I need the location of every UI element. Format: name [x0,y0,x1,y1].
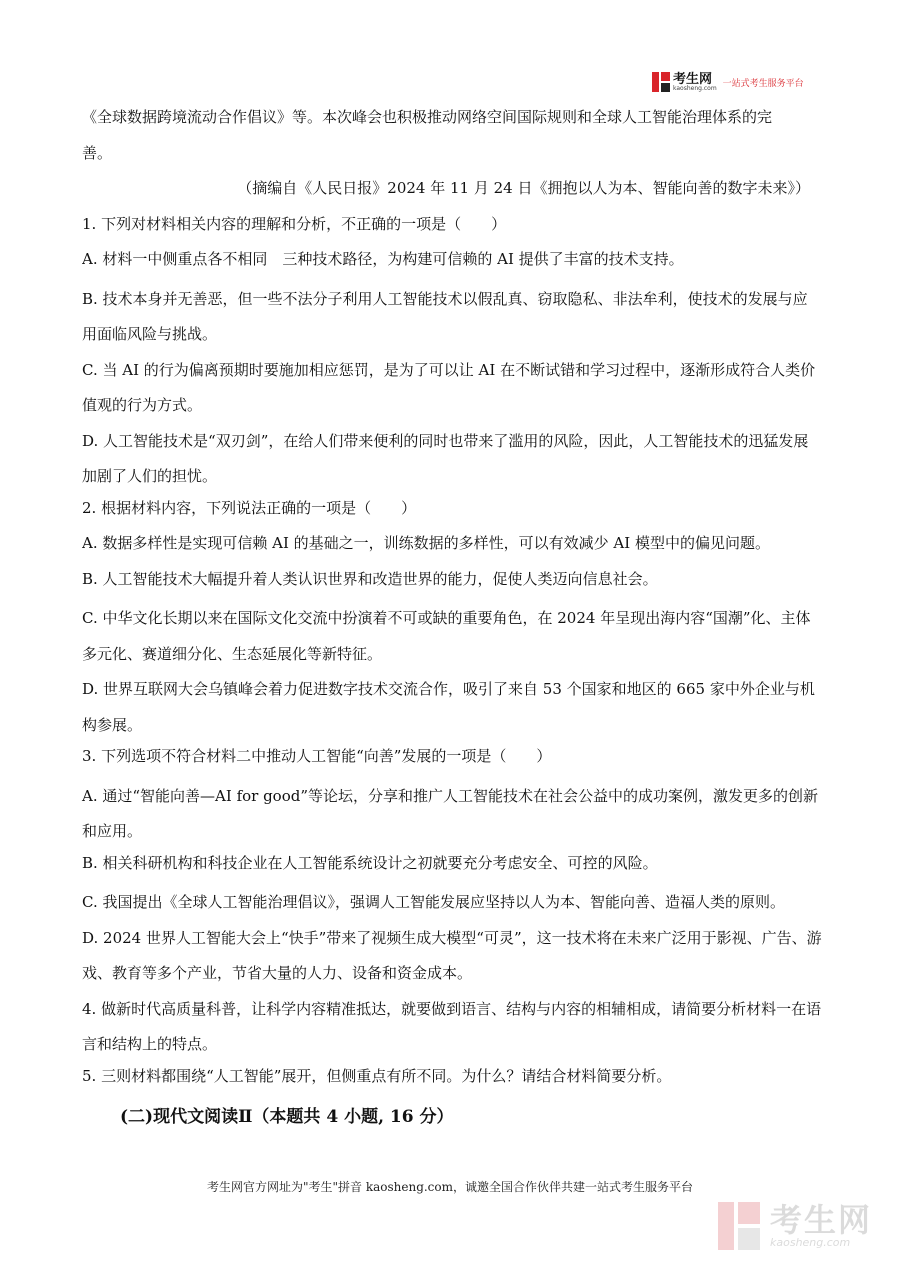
intro-text-line2: 善。 [82,143,113,162]
footer-text: 考生网官方网址为"考生"拼音 kaosheng.com，诚邀全国合作伙伴共建一站式考生服务平台 [206,1180,694,1194]
watermark [718,1202,872,1250]
q1-option-c: C. 当 AI 的行为偏离预期时要施加相应惩罚，是为了可以让 AI 在不断试错和学习过程中，逐渐形成符合人类价值观的行为方式。 [82,360,816,414]
logo-name: 考生网 [673,71,713,87]
q1-option-d: D. 人工智能技术是“双刃剑”，在给人们带来便利的同时也带来了滥用的风险，因此，人工智能技术的迅猛发展加剧了人们的担忧。 [82,431,809,485]
q2-option-a: A. 数据多样性是实现可信赖 AI 的基础之一，训练数据的多样性，可以有效减少 AI 模型中的偏见问题。 [82,534,770,552]
section-heading: (二)现代文阅读Ⅱ（本题共 4 小题, 16 分） [120,1107,454,1127]
question-4: 4. 做新时代高质量科普，让科学内容精准抵达，就要做到语言、结构与内容的相辅相成，请简要分析材料一在语言和结构上的特点。 [82,999,822,1053]
q3-option-c: C. 我国提出《全球人工智能治理倡议》，强调人工智能发展应坚持以人为本、智能向善、造福人类的原则。 [82,893,785,911]
question-5: 5. 三则材料都围绕“人工智能”展开，但侧重点有所不同。为什么？请结合材料简要分析。 [82,1066,672,1085]
q2-option-b: B. 人工智能技术大幅提升着人类认识世界和改造世界的能力，促使人类迈向信息社会。 [82,569,658,588]
logo-url: kaosheng.com [673,84,717,92]
question-1: 1. 下列对材料相关内容的理解和分析，不正确的一项是（ ） [82,214,507,233]
kaosheng-logo-icon [652,72,670,92]
logo-slogan: 一站式考生服务平台 [722,78,804,89]
q3-option-b: B. 相关科研机构和科技企业在人工智能系统设计之初就要充分考虑安全、可控的风险。 [82,853,658,872]
q2-option-d: D. 世界互联网大会乌镇峰会着力促进数字技术交流合作，吸引了来自 53 个国家和地区的 665 家中外企业与机构参展。 [82,680,815,734]
watermark-url: kaosheng.com [770,1235,851,1249]
q2-option-c: C. 中华文化长期以来在国际文化交流中扮演着不可或缺的重要角色，在 2024 年呈现出海内容“国潮”化、主体多元化、赛道细分化、生态延展化等新特征。 [82,609,811,663]
intro-text-line1: 《全球数据跨境流动合作倡议》等。本次峰会也积极推动网络空间国际规则和全球人工智能治理体系的完 [82,108,773,126]
q3-option-a: A. 通过“智能向善—AI for good”等论坛，分享和推广人工智能技术在社会公益中的成功案例，激发更多的创新和应用。 [82,786,819,840]
question-2: 2. 根据材料内容，下列说法正确的一项是（ ） [82,498,417,517]
header-logo [652,72,804,92]
document-body [82,104,822,1140]
source-citation: （摘编自《人民日报》2024 年 11 月 24 日《拥抱以人为本、智能向善的数字未来》） [237,179,810,197]
watermark-logo-icon [718,1202,762,1250]
q1-option-a: A. 材料一中侧重点各不相同 三种技术路径，为构建可信赖的 AI 提供了丰富的技术支持。 [82,250,684,268]
question-3: 3. 下列选项不符合材料二中推动人工智能“向善”发展的一项是（ ） [82,747,552,765]
q3-option-d: D. 2024 世界人工智能大会上“快手”带来了视频生成大模型“可灵”，这一技术将在未来广泛用于影视、广告、游戏、教育等多个产业，节省大量的人力、设备和资金成本。 [82,928,822,982]
q1-option-b: B. 技术本身并无善恶，但一些不法分子利用人工智能技术以假乱真、窃取隐私、非法牟利，使技术的发展与应用面临风险与挑战。 [82,289,808,343]
watermark-name: 考生网 [770,1200,873,1239]
